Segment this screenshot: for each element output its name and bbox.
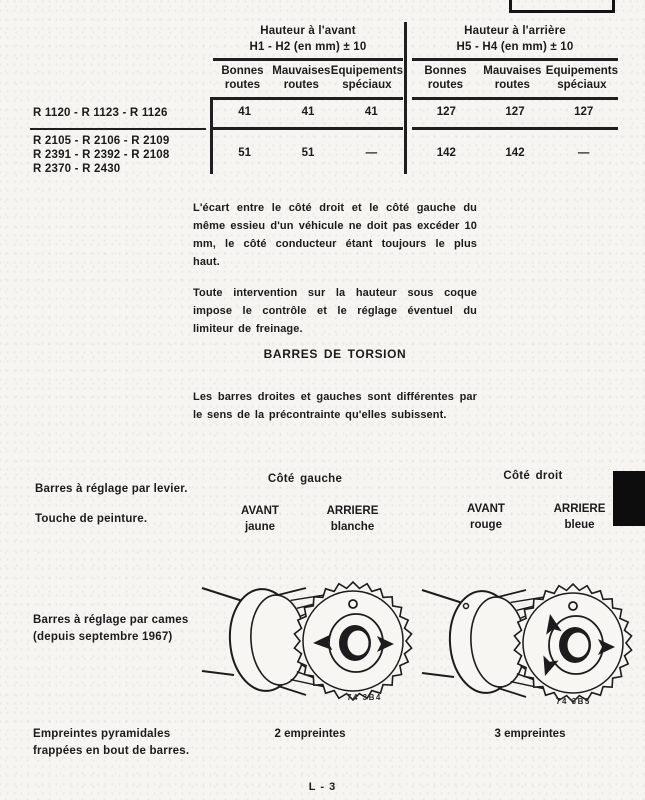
value-cell: — <box>365 147 378 159</box>
value-cell: 127 <box>436 106 456 118</box>
title-cote-droit: Côté droit <box>503 470 563 482</box>
table-row-2-values-right <box>412 146 618 160</box>
table-row-1-values-left <box>213 105 403 119</box>
header-rear-line1: Hauteur à l'arrière <box>464 25 566 37</box>
value-cell: 142 <box>436 147 456 159</box>
figure-ref-right: 74 3B5 <box>556 697 591 706</box>
rule-under-rear-header <box>412 58 618 61</box>
caption-2-empreintes: 2 empreintes <box>274 728 346 740</box>
footnote-empreintes: Empreintes pyramidales frappées en bout de barres. <box>33 728 190 757</box>
paragraph-intervention: Toute intervention sur la hauteur sous coque impose le contrôle et le réglage éventuel du limiteur de freinage. <box>193 287 477 335</box>
value-cell: — <box>577 147 590 159</box>
column-headers-right <box>412 64 618 92</box>
figure-ref-left: 74 3B4 <box>347 693 382 702</box>
paragraph-barres: Les barres droites et gauches sont différentes par le sens de la précontrainte qu'elles subissent. <box>193 391 477 421</box>
row-separator-left <box>213 127 403 130</box>
paint-rear-right: ARRIERE bleue <box>553 503 606 531</box>
value-cell: 41 <box>364 106 378 118</box>
label-reglage-par-levier: Barres à réglage par levier. <box>35 483 188 495</box>
column-headers-left <box>213 64 403 92</box>
value-cell: 51 <box>301 147 315 159</box>
rule-under-front-header <box>213 58 403 61</box>
paint-front-right: AVANT rouge <box>467 503 505 531</box>
value-cell: 127 <box>574 106 594 118</box>
table-row-2-values-left <box>213 146 403 160</box>
table-header-rear <box>412 23 618 55</box>
paint-front-left: AVANT jaune <box>241 505 279 533</box>
page-number: L - 3 <box>308 781 337 793</box>
paragraph-ecart: L'écart entre le côté droit et le côté gauche du même essieu d'un véhicule ne doit pas excéder 10 mm, le côté conducteur étant toujours le plus haut. <box>193 202 477 268</box>
torsion-bar-end-diagram-2-imprints <box>204 568 424 713</box>
col-equipements-speciaux-rear: Equipements spéciaux <box>545 65 618 91</box>
table-header-front <box>213 23 403 55</box>
row-separator-models <box>30 128 206 130</box>
label-reglage-par-cames: Barres à réglage par cames (depuis septembre 1967) <box>33 614 189 643</box>
col-mauvaises-routes-rear: Mauvaises routes <box>483 65 542 91</box>
label-touche-de-peinture: Touche de peinture. <box>35 513 148 525</box>
row-separator-right <box>412 127 618 130</box>
torsion-bar-end-diagram-3-imprints <box>424 570 644 715</box>
rule-under-columns-right <box>412 97 618 100</box>
col-mauvaises-routes-front: Mauvaises routes <box>272 65 331 91</box>
col-bonnes-routes-rear: Bonnes routes <box>424 65 467 91</box>
rule-under-columns-left <box>213 97 403 100</box>
value-cell: 41 <box>238 106 252 118</box>
col-equipements-speciaux-front: Equipements spéciaux <box>330 65 403 91</box>
caption-3-empreintes: 3 empreintes <box>494 728 566 740</box>
value-cell: 41 <box>301 106 315 118</box>
section-heading-barres-de-torsion: BARRES DE TORSION <box>263 347 407 361</box>
col-bonnes-routes-front: Bonnes routes <box>221 65 264 91</box>
section-index-tab <box>613 471 645 526</box>
header-front-line2: H1 - H2 (en mm) ± 10 <box>249 41 367 53</box>
cutoff-reference-box <box>509 0 615 13</box>
header-front-line1: Hauteur à l'avant <box>260 25 356 37</box>
table-row-models-2: R 2105 - R 2106 - R 2109 R 2391 - R 2392 - R 2108 R 2370 - R 2430 <box>33 135 170 175</box>
table-center-divider <box>404 22 407 174</box>
header-rear-line2: H5 - H4 (en mm) ± 10 <box>456 41 574 53</box>
paint-rear-left: ARRIERE blanche <box>326 505 379 533</box>
value-cell: 51 <box>238 147 252 159</box>
table-row-models-1: R 1120 - R 1123 - R 1126 <box>33 107 168 119</box>
title-cote-gauche: Côté gauche <box>267 473 343 485</box>
value-cell: 142 <box>505 147 525 159</box>
value-cell: 127 <box>505 106 525 118</box>
table-row-1-values-right <box>412 105 618 119</box>
